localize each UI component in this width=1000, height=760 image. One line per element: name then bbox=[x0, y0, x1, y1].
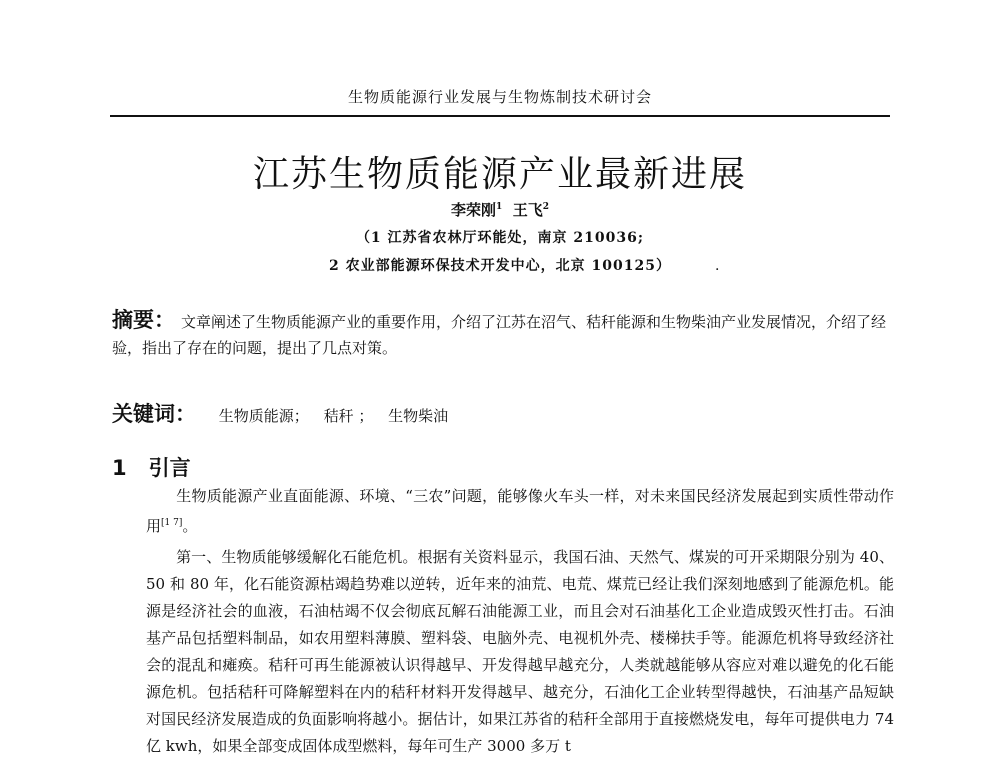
body-paragraph bbox=[146, 544, 894, 760]
body-paragraph bbox=[146, 483, 894, 540]
header-divider bbox=[110, 115, 890, 117]
paragraph-text: 第一、生物质能够缓解化石能危机。根据有关资料显示，我国石油、天然气、煤炭的可开采期限分别为 40、50 和 80 年，化石能资源枯竭趋势难以逆转，近年来的油荒、电荒、煤荒已经让我们深刻地感到了能源危机。能源是经济社会的血液，石油枯竭不仅会彻底瓦解石油能源工业，而且会对石油基化工企业造成毁灭性打击。石油基产品包括塑料制品，如农用塑料薄膜、塑料袋、电脑外壳、电视机外壳、楼梯扶手等。能源危机将导致经济社会的混乱和瘫痪。秸秆可再生能源被认识得越早、开发得越早越充分，人类就越能够从容应对难以避免的化石能源危机。包括秸秆可降解塑料在内的秸秆材料开发得越早、越充分，石油化工企业转型得越快，石油基产品短缺对国民经济发展造成的负面影响将越小。据估计，如果江苏省的秸秆全部用于直接燃烧发电，每年可提供电力 74 亿 kwh，如果全部变成固体成型燃料，每年可生产 3000 多万 t bbox=[146, 548, 894, 755]
running-header: 生物质能源行业发展与生物炼制技术研讨会 bbox=[347, 88, 652, 106]
affiliation-line: （1 江苏省农林厅环能处，南京 210036; bbox=[355, 230, 645, 246]
author-name: 王飞 bbox=[512, 201, 543, 219]
author-affiliation-mark: 2 bbox=[542, 202, 549, 212]
keywords-label: 关键词： bbox=[112, 402, 196, 426]
section-number: 1 bbox=[112, 456, 127, 480]
keyword: 生物质能源； bbox=[218, 407, 309, 425]
keywords-block bbox=[112, 398, 892, 428]
abstract-block bbox=[112, 307, 892, 361]
author-line bbox=[0, 199, 1000, 220]
paper-title: 江苏生物质能源产业最新进展 bbox=[252, 154, 747, 195]
author-name: 李荣刚 bbox=[450, 201, 496, 219]
section-heading bbox=[112, 452, 191, 482]
paragraph-end: 。 bbox=[182, 517, 198, 535]
keyword: 秸秆 ； bbox=[323, 407, 374, 425]
affiliation-line: 2 农业部能源环保技术开发中心，北京 100125） bbox=[329, 258, 671, 274]
keyword: 生物柴油 bbox=[388, 407, 449, 425]
section-title: 引言 bbox=[148, 456, 191, 480]
abstract-text: 文章阐述了生物质能源产业的重要作用，介绍了江苏在沼气、秸秆能源和生物柴油产业发展情况，介绍了经验，指出了存在的问题，提出了几点对策。 bbox=[112, 313, 887, 357]
paragraph-text: 生物质能源产业直面能源、环境、“三农”问题，能够像火车头一样，对未来国民经济发展起到实质性带动作用 bbox=[146, 487, 894, 535]
stray-mark: · bbox=[715, 262, 720, 278]
citation: [1 7] bbox=[161, 518, 183, 528]
abstract-label: 摘要： bbox=[112, 308, 175, 332]
author-affiliation-mark: 1 bbox=[496, 202, 503, 212]
